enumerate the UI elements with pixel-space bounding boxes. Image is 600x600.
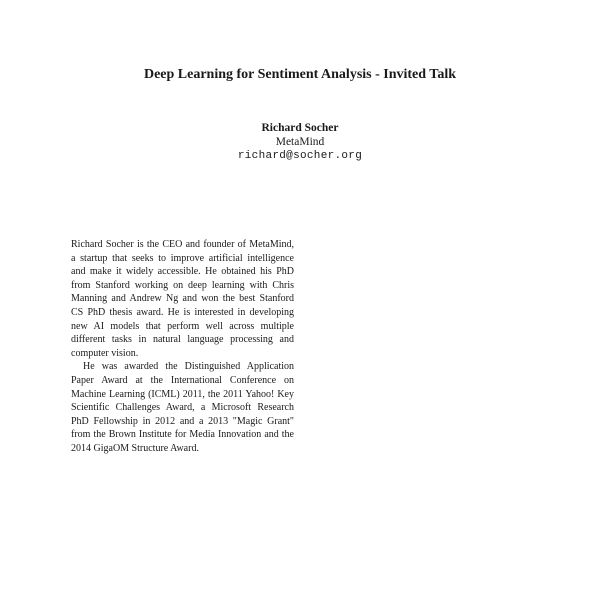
- abstract-body: [71, 238, 294, 456]
- author-affiliation: MetaMind: [275, 136, 325, 148]
- paper-title: Deep Learning for Sentiment Analysis - Invited Talk: [143, 67, 457, 82]
- bio-paragraph: Richard Socher is the CEO and founder of MetaMind, a startup that seeks to improve artificial intelligence and make it widely accessible. He obtained his PhD from Stanford working on deep learning with Chris Manning and Andrew Ng and won the best Stanford CS PhD thesis award. He is interested in developing new AI models that perform well across multiple different tasks in natural language processing and computer vision.: [71, 239, 294, 359]
- author-block: [0, 121, 600, 163]
- author-email: richard@socher.org: [237, 150, 363, 162]
- bio-paragraph: He was awarded the Distinguished Application Paper Award at the International Conference on Machine Learning (ICML) 2011, the 2011 Yahoo! Key Scientific Challenges Award, a Microsoft Research PhD Fellowship in 2012 and a 2013 "Magic Grant" from the Brown Institute for Media Innovation and the 2014 GigaOM Structure Award.: [71, 361, 294, 454]
- author-name: Richard Socher: [261, 122, 339, 134]
